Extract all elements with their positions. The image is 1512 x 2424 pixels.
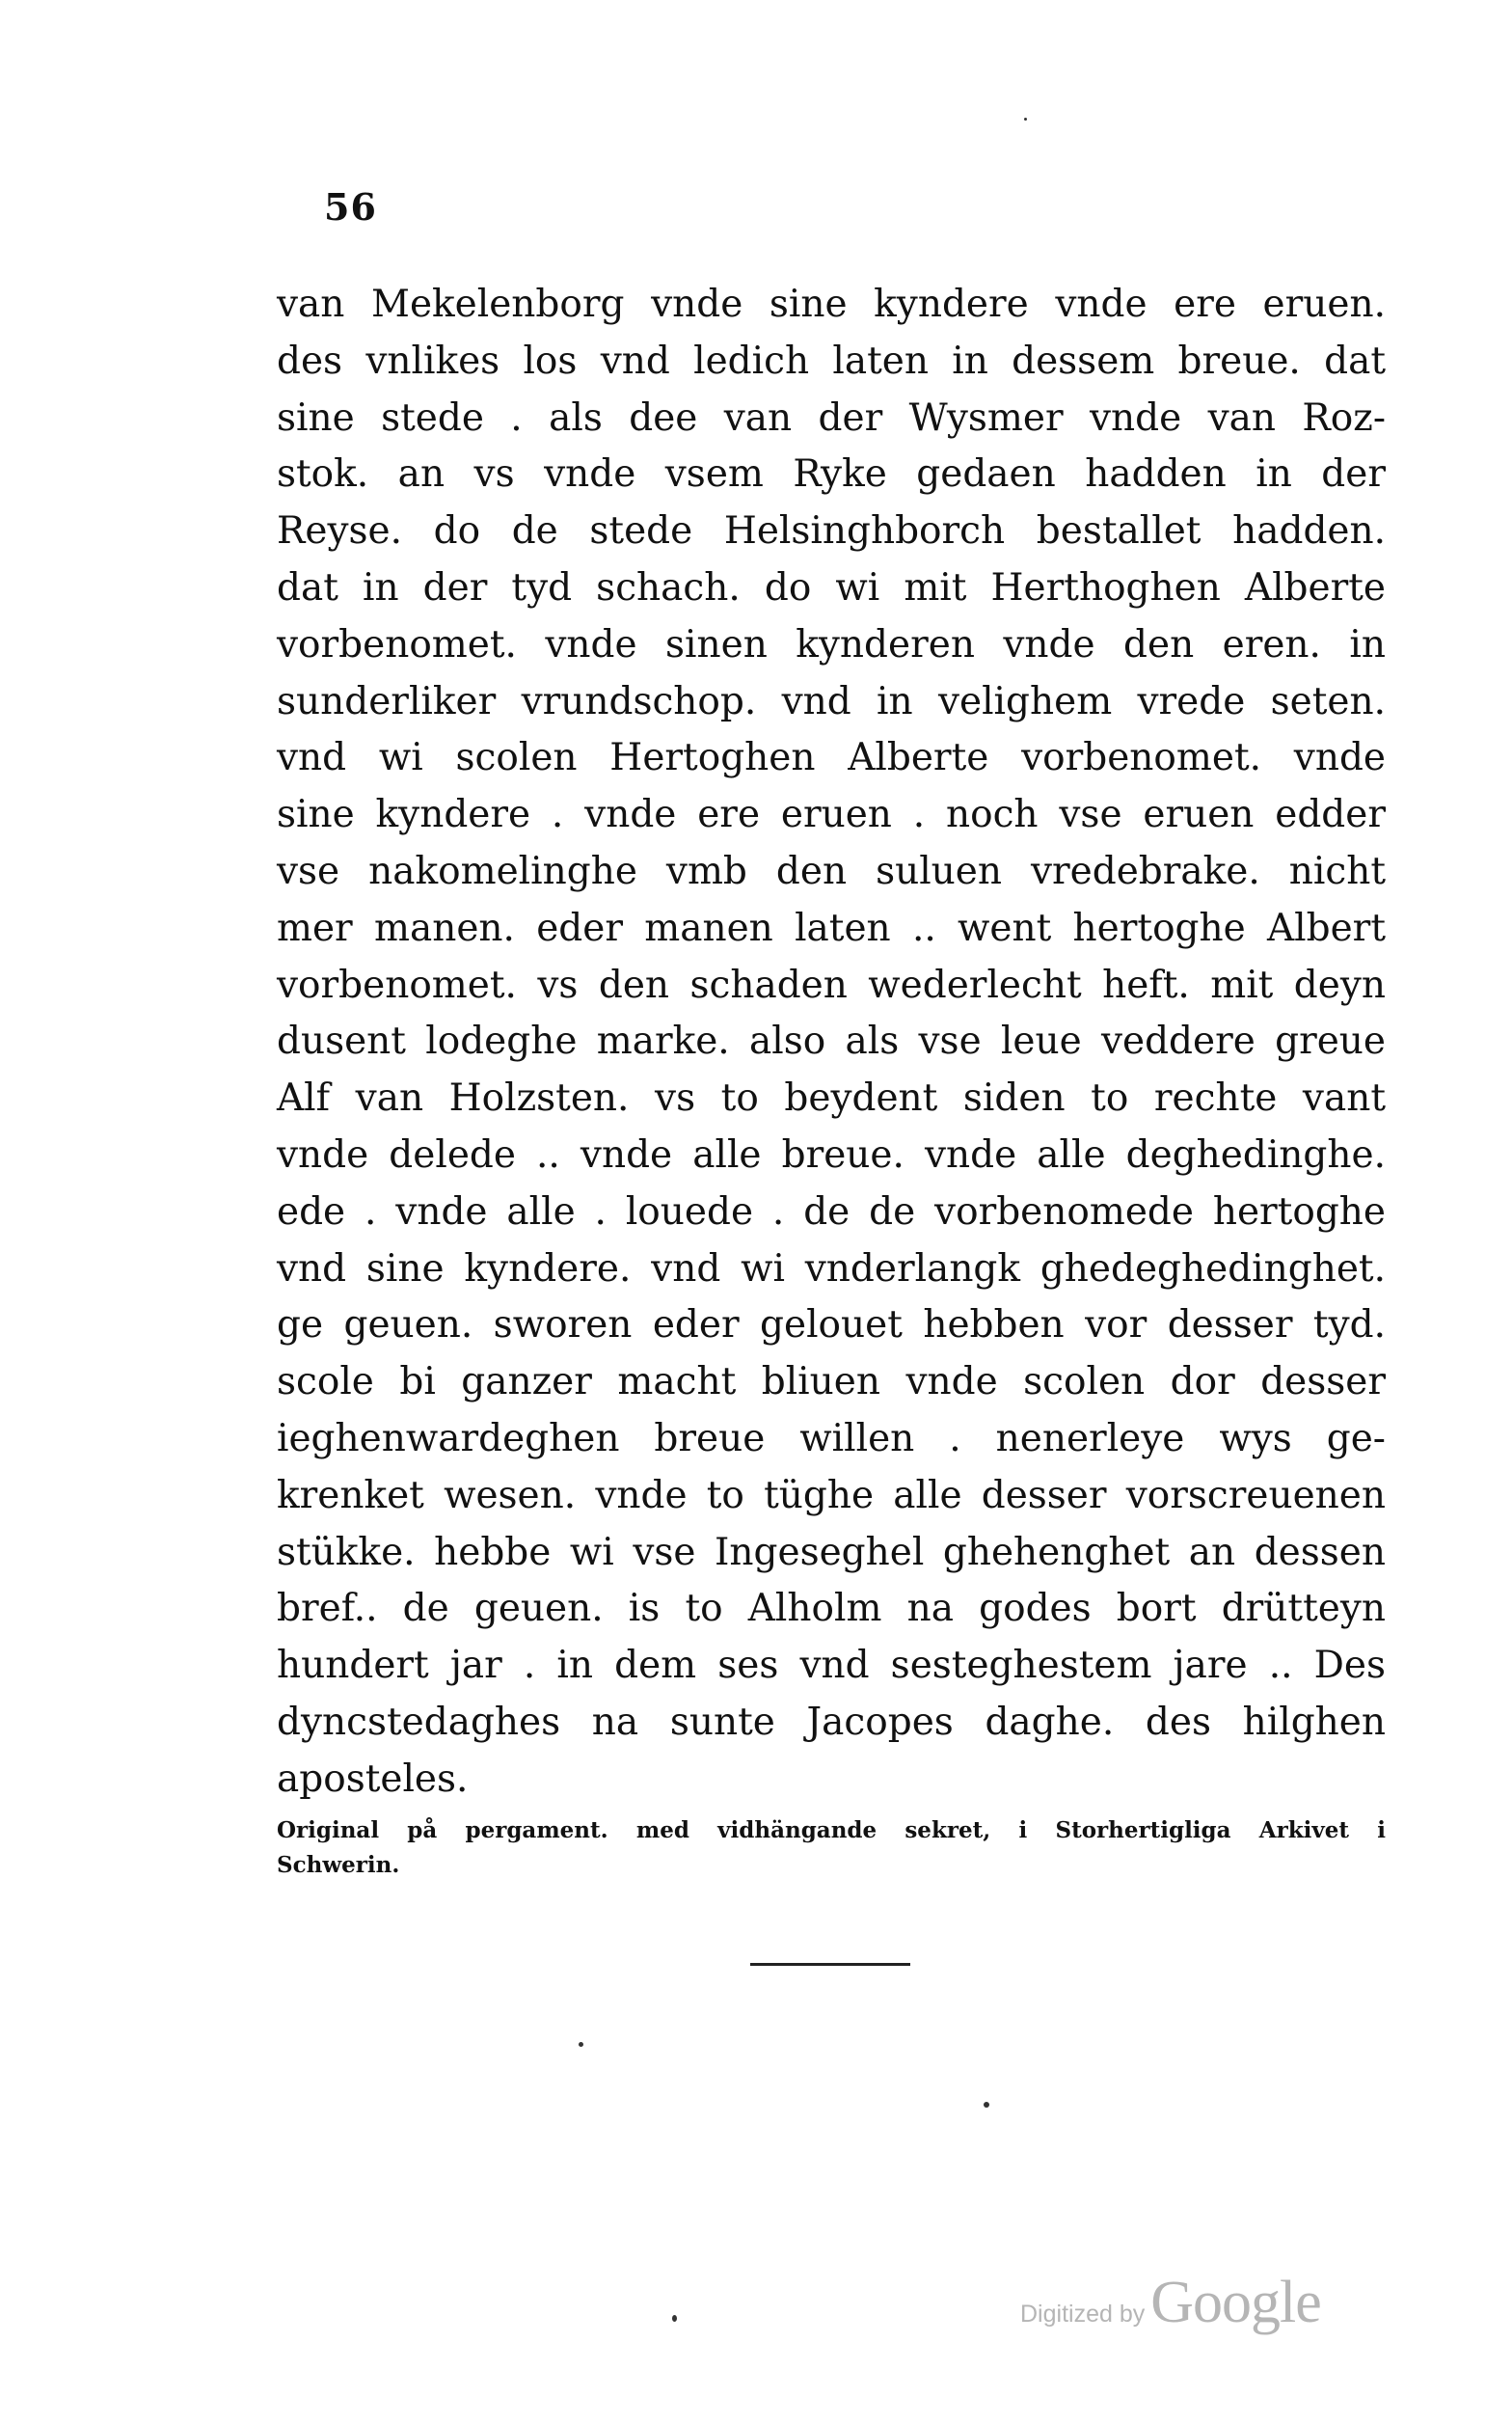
text-line: sine stede . als dee van der Wysmer vnde van Roz-: [277, 395, 1386, 440]
text-line: hundert jar . in dem ses vnd sesteghestem jare .. Des: [277, 1644, 1386, 1688]
text-line: stok. an vs vnde vsem Ryke gedaen hadden in der: [277, 452, 1386, 497]
text-line: stükke. hebbe wi vse Ingeseghel ghehenghet an dessen: [277, 1530, 1386, 1574]
text-line: bref.. de geuen. is to Alholm na godes bort drütteyn: [277, 1587, 1386, 1631]
text-line: vse nakomelinghe vmb den suluen vredebrake. nicht: [277, 849, 1386, 893]
text-line: ede . vnde alle . louede . de de vorbenomede hertoghe: [277, 1189, 1386, 1234]
source-footnote: [277, 1813, 1386, 1883]
text-line: sunderliker vrundschop. vnd in velighem vrede seten.: [277, 679, 1386, 723]
text-line: ge geuen. sworen eder gelouet hebben vor desser tyd.: [277, 1303, 1386, 1348]
text-line: scole bi ganzer macht bliuen vnde scolen dor desser: [277, 1360, 1386, 1404]
text-line: sine kyndere . vnde ere eruen . noch vse eruen edder: [277, 793, 1386, 837]
text-line: mer manen. eder manen laten .. went hertoghe Albert: [277, 906, 1386, 950]
text-line: vorbenomet. vs den schaden wederlecht heft. mit deyn: [277, 963, 1386, 1007]
footnote-line: Original på pergament. med vidhängande sekret, i Storhertigliga Arkivet i: [277, 1817, 1386, 1843]
text-line: des vnlikes los vnd ledich laten in dessem breue. dat: [277, 339, 1386, 383]
section-divider: [750, 1963, 910, 1966]
footnote-line: Schwerin.: [277, 1852, 400, 1878]
text-line: van Mekelenborg vnde sine kyndere vnde ere eruen.: [277, 283, 1386, 326]
body-text: [277, 277, 1386, 1809]
google-logo: Google: [1150, 2270, 1321, 2335]
print-speck: [672, 2315, 677, 2322]
text-line: vnd wi scolen Hertoghen Alberte vorbenomet. vnde: [277, 736, 1386, 780]
text-line: Alf van Holzsten. vs to beydent siden to rechte vant: [277, 1076, 1386, 1121]
text-line: dyncstedaghes na sunte Jacopes daghe. des hilghen: [277, 1700, 1386, 1744]
text-line: Reyse. do de stede Helsinghborch bestallet hadden.: [277, 509, 1386, 554]
text-line: dat in der tyd schach. do wi mit Herthoghen Alberte: [277, 565, 1386, 610]
print-speck: [984, 2102, 989, 2108]
print-speck: [579, 2042, 583, 2047]
watermark-prefix: Digitized by: [1020, 2301, 1146, 2328]
text-line: krenket wesen. vnde to tüghe alle desser vorscreuenen: [277, 1473, 1386, 1517]
text-line: vnde delede .. vnde alle breue. vnde alle deghedinghe.: [277, 1132, 1386, 1177]
text-line: ieghenwardeghen breue willen . nenerleye wys ge-: [277, 1416, 1386, 1460]
digitization-watermark: [1020, 2269, 1321, 2337]
print-speck: [1024, 118, 1027, 121]
text-line: vorbenomet. vnde sinen kynderen vnde den eren. in: [277, 622, 1386, 667]
text-line: vnd sine kyndere. vnd wi vnderlangk ghedeghedinghet.: [277, 1246, 1386, 1291]
text-line: dusent lodeghe marke. also als vse leue veddere greue: [277, 1020, 1386, 1064]
page-number: 56: [324, 185, 377, 229]
text-line: aposteles.: [277, 1757, 469, 1801]
